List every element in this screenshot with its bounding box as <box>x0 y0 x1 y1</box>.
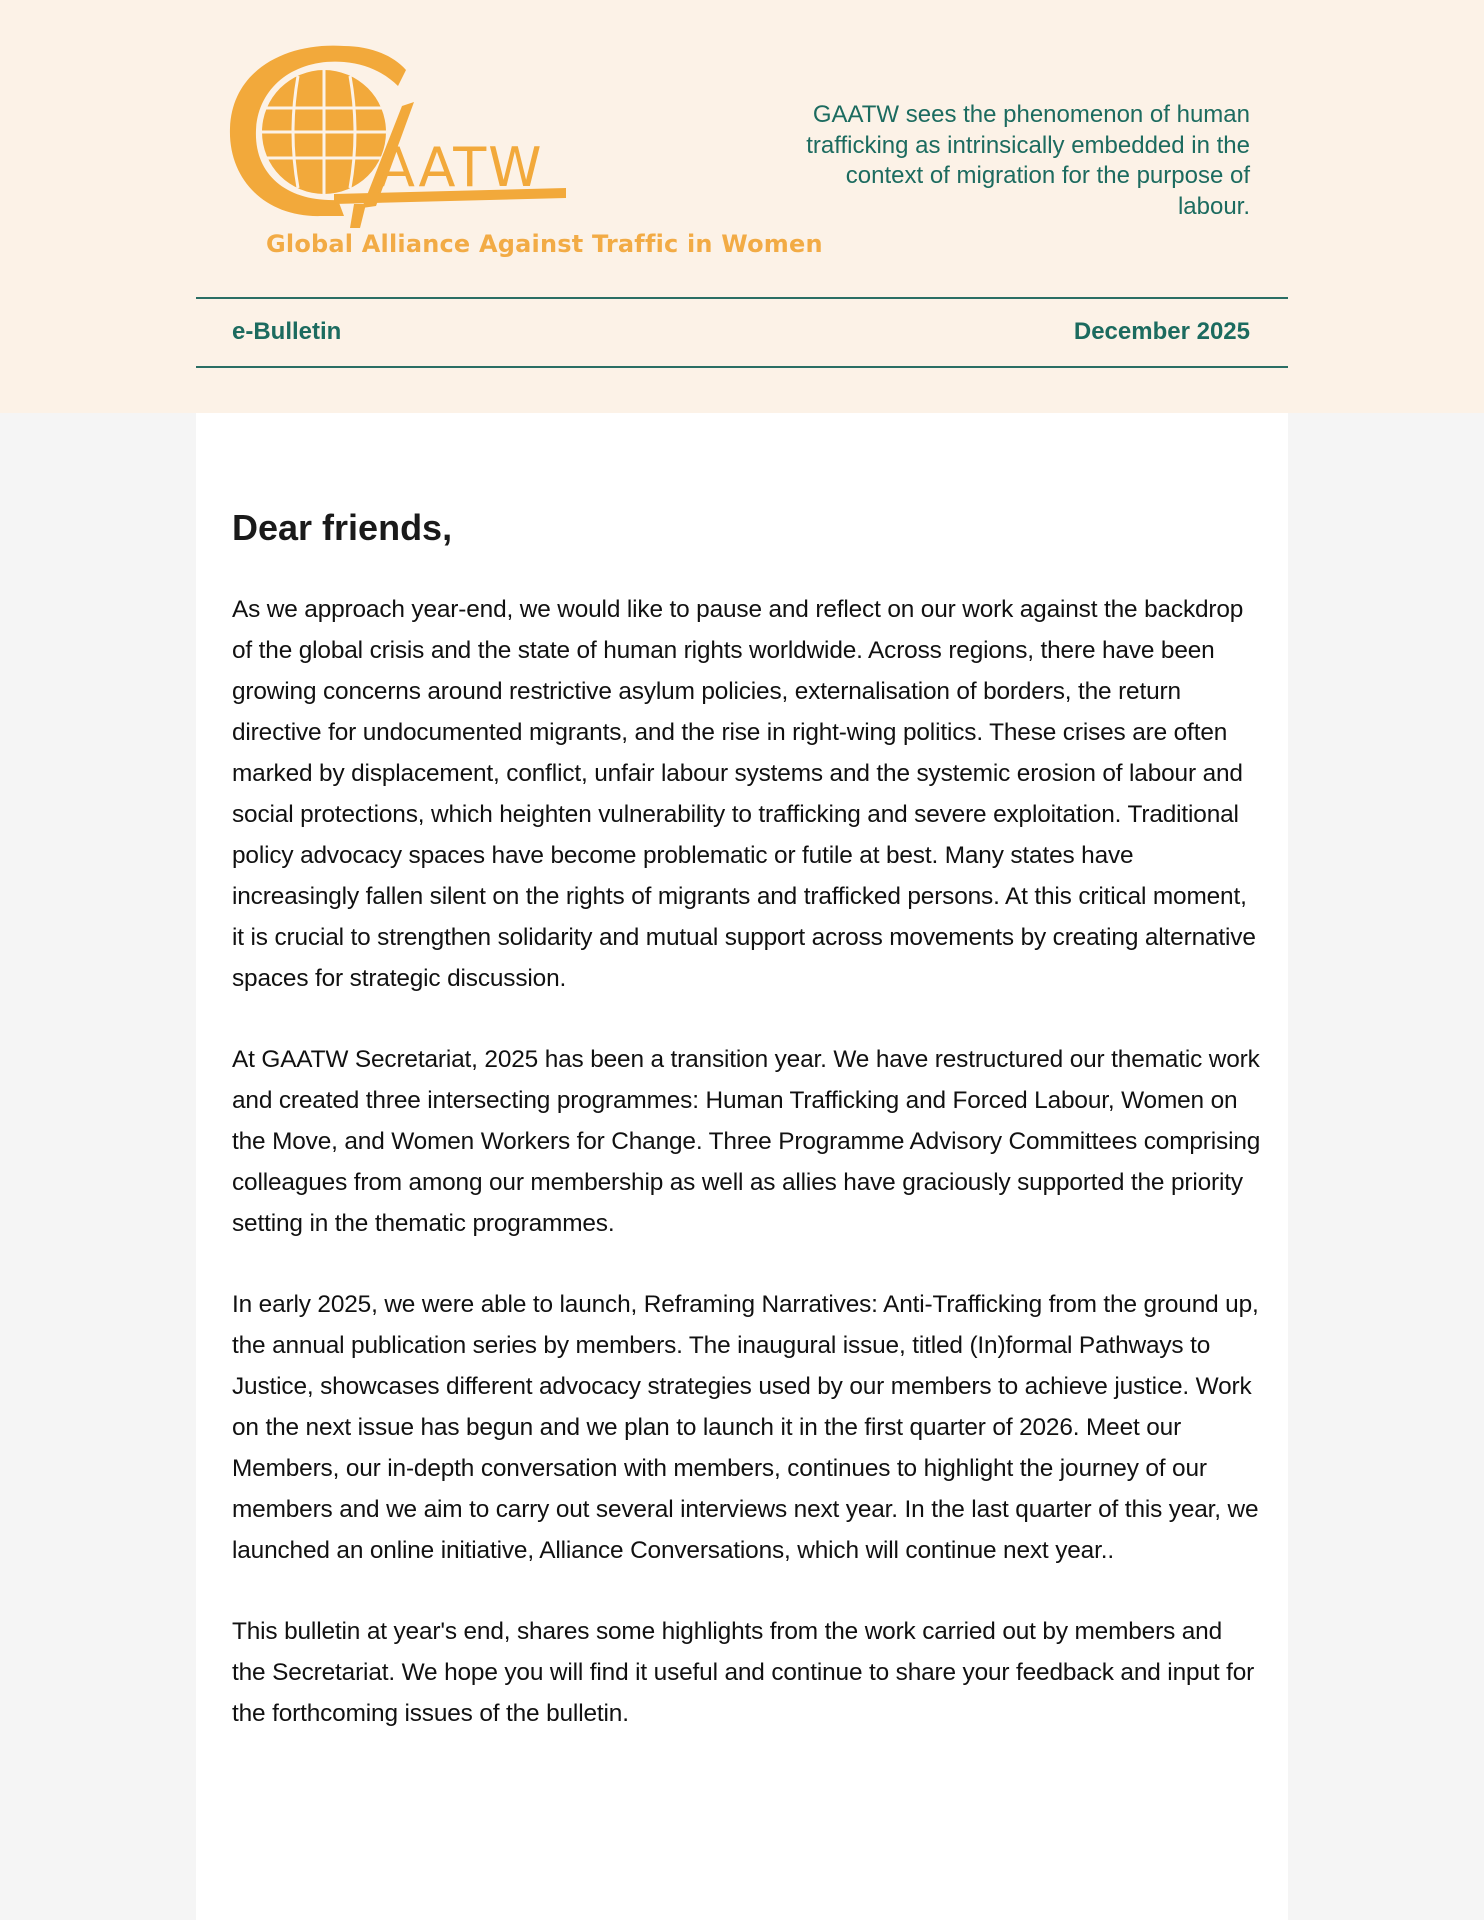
mission-statement: GAATW sees the phenomenon of human trafficking as intrinsically embedded in the context of migration for the purpose of labour. <box>806 101 1250 220</box>
header-divider-bottom <box>196 366 1288 368</box>
gaatw-logo[interactable] <box>226 40 823 270</box>
letter-body <box>196 413 1288 1920</box>
issue-date: December 2025 <box>1073 318 1250 345</box>
paragraph: At GAATW Secretariat, 2025 has been a transition year. We have restructured our thematic work and created three intersecting programmes: Human Trafficking and Forced Labour, Women on the Move, and Women Workers for Change. Three Programme Advisory Committees comprising colleagues from among our membership as well as allies have graciously supported the priority setting in the thematic programmes. <box>232 1046 1261 1237</box>
paragraph: This bulletin at year's end, shares some highlights from the work carried out by members and the Secretariat. We hope you will find it useful and continue to share your feedback and input for the forthcoming issues of the bulletin. <box>232 1618 1255 1727</box>
header-divider-top <box>196 297 1288 299</box>
header <box>196 0 1288 413</box>
paragraph: As we approach year-end, we would like to pause and reflect on our work against the backdrop of the global crisis and the state of human rights worldwide. Across regions, there have been growing concerns around restrictive asylum policies, externalisation of borders, the return directive for undocumented migrants, and the rise in right-wing politics. These crises are often marked by displacement, conflict, unfair labour systems and the systemic erosion of labour and social protections, which heighten vulnerability to trafficking and severe exploitation. Traditional policy advocacy spaces have become problematic or futile at best. Many states have increasingly fallen silent on the rights of migrants and trafficked persons. At this critical moment, it is crucial to strengthen solidarity and mutual support across movements by creating alternative spaces for strategic discussion. <box>232 596 1256 992</box>
paragraph: In early 2025, we were able to launch, Reframing Narratives: Anti-Trafficking from the ground up, the annual publication series by members. The inaugural issue, titled (In)formal Pathways to Justice, showcases different advocacy strategies used by our members to achieve justice. Work on the next issue has begun and we plan to launch it in the first quarter of 2026. Meet our Members, our in-depth conversation with members, continues to highlight the journey of our members and we aim to carry out several interviews next year. In the last quarter of this year, we launched an online initiative, Alliance Conversations, which will continue next year.. <box>232 1291 1259 1564</box>
greeting-heading: Dear friends, <box>232 507 453 548</box>
logo-wordmark: AATW <box>378 136 544 199</box>
logo-org-name: Global Alliance Against Traffic in Women <box>266 230 823 258</box>
globe-g-icon <box>226 40 786 230</box>
letter-paragraphs <box>232 589 1262 1774</box>
publication-label: e-Bulletin <box>232 318 342 345</box>
